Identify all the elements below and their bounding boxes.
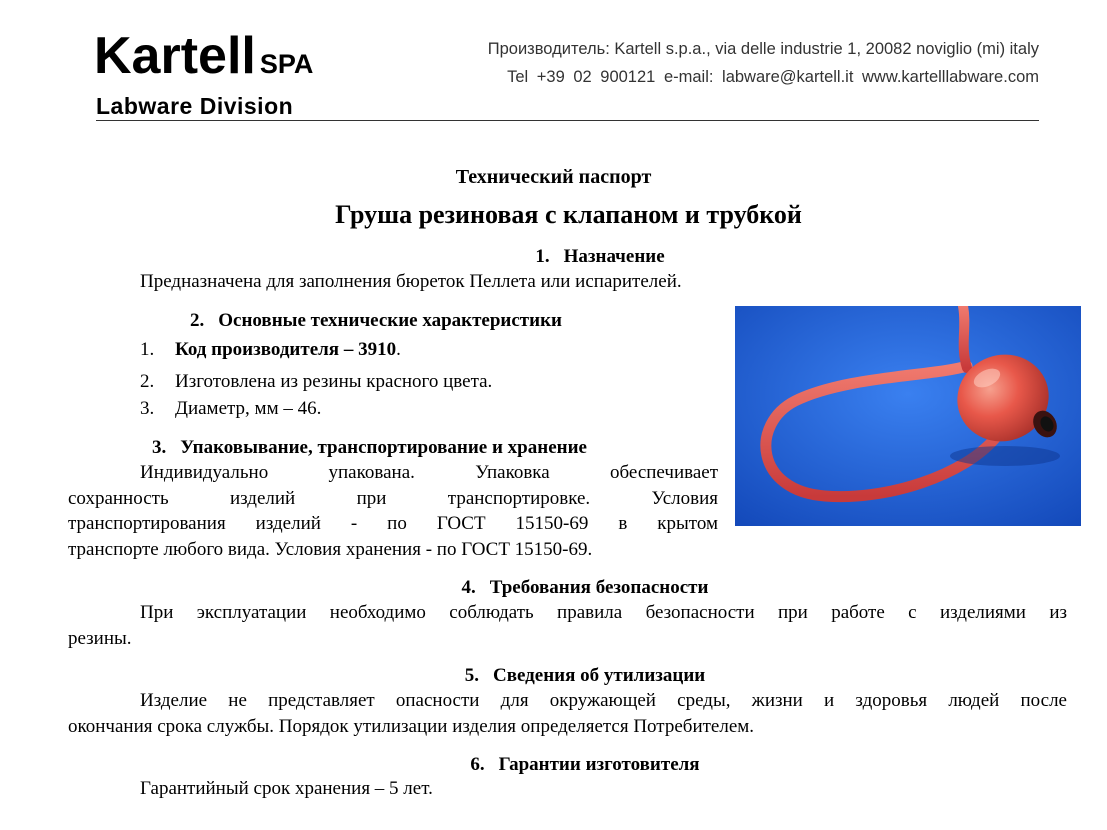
rubber-bulb-image — [735, 306, 1081, 526]
text-line: окончания срока службы. Порядок утилизации изделия определяется Потребителем. — [68, 715, 755, 737]
list-item: 2. Изготовлена из резины красного цвета. — [140, 371, 493, 392]
header-divider — [96, 120, 1039, 121]
section-6-heading — [0, 754, 1107, 776]
text-line: сохранность изделий при транспортировке. Условия — [68, 487, 718, 509]
section-2-heading — [190, 310, 562, 332]
division-name: Labware Division — [96, 93, 294, 119]
text-line: При эксплуатации необходимо соблюдать правила безопасности при работе с изделиями из — [140, 602, 1067, 623]
section-title: Гарантии изготовителя — [498, 754, 700, 775]
tel: Tel +39 02 900121 — [507, 68, 656, 86]
manufacturer-line: Производитель: Kartell s.p.a., via delle industrie 1, 20082 noviglio (mi) italy — [487, 40, 1039, 58]
section-title: Сведения об утилизации — [493, 665, 706, 686]
brand-name: Kartell — [94, 27, 256, 85]
section-number: 2. — [190, 310, 205, 331]
section-title: Упаковывание, транспортирование и хранение — [180, 437, 587, 458]
brand-logo — [94, 27, 314, 85]
section-3-text — [68, 460, 718, 563]
section-1-heading — [0, 246, 1107, 268]
section-title: Назначение — [563, 246, 665, 267]
manufacturer-code: Код производителя – 3910 — [175, 339, 397, 360]
document-type: Технический паспорт — [455, 166, 652, 188]
product-photo — [735, 306, 1081, 526]
section-number: 3. — [152, 437, 167, 458]
email: e-mail: labware@kartell.it — [663, 68, 854, 86]
section-title: Требования безопасности — [489, 577, 709, 598]
section-1-text: Предназначена для заполнения бюреток Пеллета или испарителей. — [140, 271, 682, 292]
brand-suffix: SPA — [259, 49, 314, 79]
website: www.kartelllabware.com — [862, 68, 1039, 86]
text-line: резины. — [68, 627, 132, 649]
text-line: Индивидуально упакована. Упаковка обеспечивает — [140, 462, 718, 483]
section-number: 6. — [470, 754, 485, 775]
section-6-text: Гарантийный срок хранения – 5 лет. — [140, 778, 433, 799]
contact-line — [507, 68, 1039, 87]
section-5-text — [68, 688, 1067, 739]
section-title: Основные технические характеристики — [218, 310, 562, 331]
text-line: транспортирования изделий - по ГОСТ 15150-69 в крытом — [68, 513, 718, 535]
section-3-heading — [152, 437, 587, 459]
section-number: 1. — [535, 246, 550, 267]
list-item: 1. Код производителя – 3910. — [140, 339, 401, 360]
text-line: Изделие не представляет опасности для окружающей среды, жизни и здоровья людей после — [140, 690, 1067, 711]
list-item: 3. Диаметр, мм – 46. — [140, 398, 322, 419]
document-title: Груша резиновая с клапаном и трубкой — [335, 200, 802, 229]
section-number: 5. — [464, 665, 479, 686]
section-5-heading — [0, 665, 1107, 687]
section-4-text — [68, 600, 1067, 651]
text-line: транспорте любого вида. Условия хранения - по ГОСТ 15150-69. — [68, 539, 593, 561]
section-number: 4. — [461, 577, 476, 598]
section-4-heading — [0, 577, 1107, 599]
